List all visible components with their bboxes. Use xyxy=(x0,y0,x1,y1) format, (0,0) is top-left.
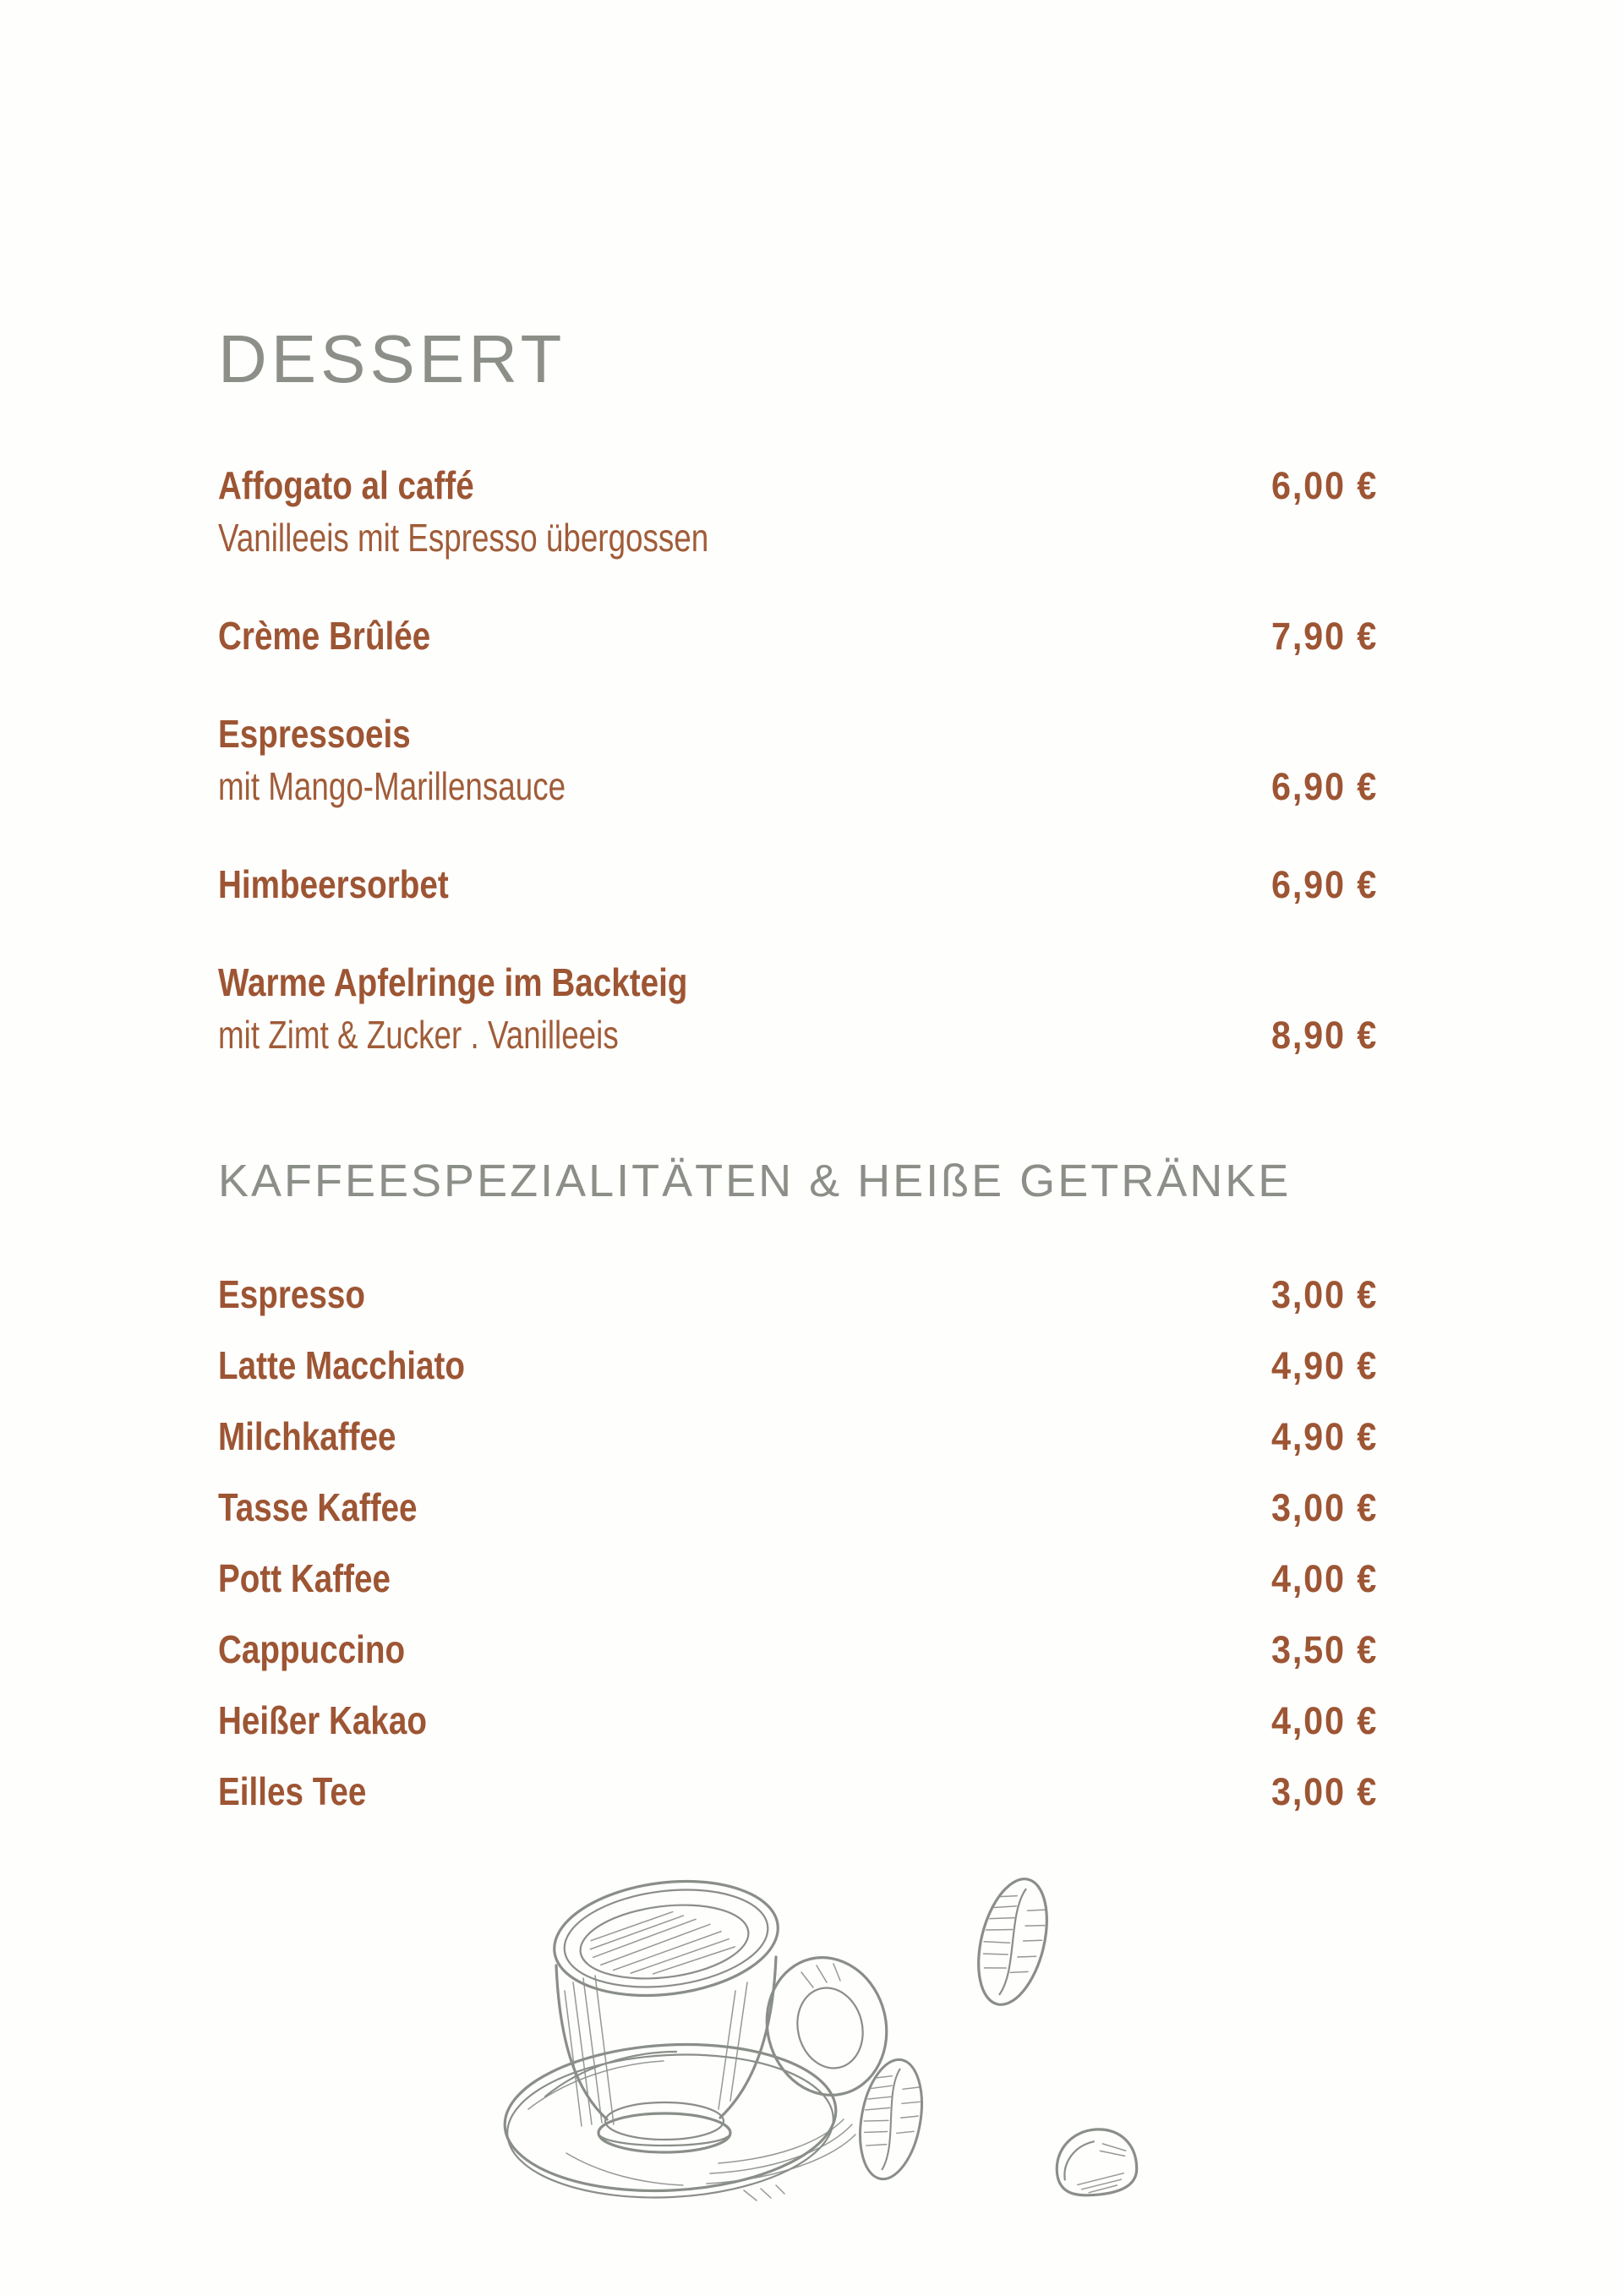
item-price: 3,00 € xyxy=(1271,1486,1378,1529)
menu-item xyxy=(218,1556,1378,1600)
item-description: mit Zimt & Zucker . Vanilleeis xyxy=(218,1013,619,1057)
item-price: 6,00 € xyxy=(1271,464,1378,507)
item-name: Pott Kaffee xyxy=(218,1556,391,1600)
item-name: Eilles Tee xyxy=(218,1769,367,1813)
item-price: 7,90 € xyxy=(1271,615,1378,658)
item-name: Espresso xyxy=(218,1272,365,1316)
menu-item xyxy=(218,1769,1378,1813)
menu-item-name-row xyxy=(218,463,1378,507)
item-name: Milchkaffee xyxy=(218,1414,396,1458)
item-price: 3,00 € xyxy=(1271,1770,1378,1813)
saucer-sketch xyxy=(501,2036,855,2206)
item-price: 3,00 € xyxy=(1271,1273,1378,1316)
menu-item xyxy=(218,1698,1378,1742)
cup-sketch xyxy=(548,1869,901,2152)
item-price: 6,90 € xyxy=(1271,765,1378,808)
menu-item xyxy=(218,1485,1378,1529)
item-price: 4,00 € xyxy=(1271,1699,1378,1742)
item-name: Espressoeis xyxy=(218,712,411,756)
menu-item xyxy=(218,960,1378,1057)
item-name: Latte Macchiato xyxy=(218,1343,466,1387)
menu-item xyxy=(218,1272,1378,1316)
item-name: Crème Brûlée xyxy=(218,614,431,658)
menu-item-description-row xyxy=(218,1013,1378,1057)
item-price: 4,00 € xyxy=(1271,1557,1378,1600)
item-description: mit Mango-Marillensauce xyxy=(218,764,566,808)
menu-item-description-row xyxy=(218,516,1378,560)
coffee-cup-and-beans-illustration xyxy=(465,1839,1192,2236)
menu-item-name-row xyxy=(218,960,1378,1004)
menu-item-name-row xyxy=(218,712,1378,756)
coffee-item-list xyxy=(218,1272,1378,1813)
item-price: 6,90 € xyxy=(1271,863,1378,906)
menu-item xyxy=(218,1343,1378,1387)
menu-item xyxy=(218,862,1378,906)
item-price: 3,50 € xyxy=(1271,1628,1378,1671)
menu-item xyxy=(218,1414,1378,1458)
menu-item xyxy=(218,614,1378,658)
item-price: 4,90 € xyxy=(1271,1344,1378,1387)
menu-item xyxy=(218,714,1378,806)
dessert-section-title: DESSERT xyxy=(218,321,566,396)
item-name: Affogato al caffé xyxy=(218,463,474,507)
item-name: Heißer Kakao xyxy=(218,1698,427,1742)
item-name: Tasse Kaffee xyxy=(218,1485,418,1529)
item-name: Warme Apfelringe im Backteig xyxy=(218,960,688,1004)
menu-item-name-row xyxy=(218,862,1378,906)
coffee-section-title: KAFFEESPEZIALITÄTEN & HEIßE GETRÄNKE xyxy=(218,1156,1292,1206)
menu-content xyxy=(218,0,1378,1843)
menu-item xyxy=(218,463,1378,560)
item-name: Cappuccino xyxy=(218,1627,406,1671)
item-name: Himbeersorbet xyxy=(218,862,449,906)
dessert-item-list xyxy=(218,463,1378,1057)
menu-item-name-row xyxy=(218,614,1378,658)
item-description: Vanilleeis mit Espresso übergossen xyxy=(218,516,709,560)
menu-item xyxy=(218,1627,1378,1671)
item-price: 4,90 € xyxy=(1271,1415,1378,1458)
menu-item-description-row xyxy=(218,764,1378,808)
item-price: 8,90 € xyxy=(1271,1014,1378,1057)
coffee-bean-icon xyxy=(851,1872,1139,2200)
